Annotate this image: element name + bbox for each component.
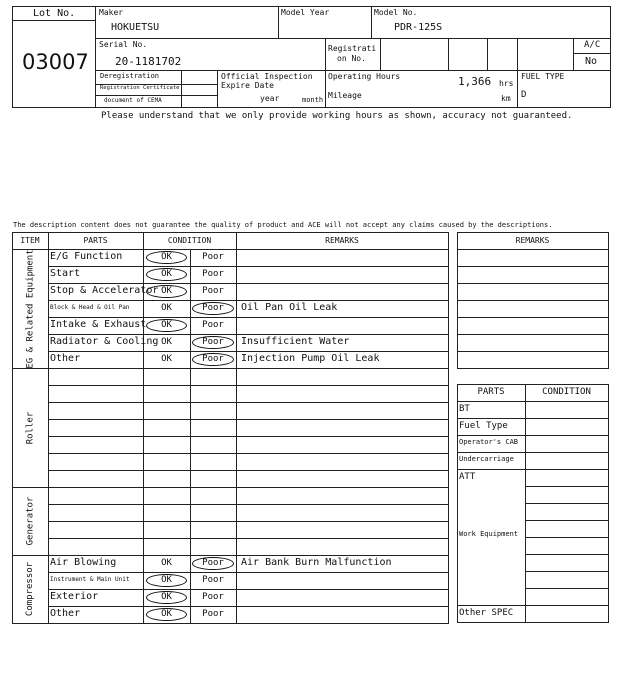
part-label: Air Blowing (50, 557, 117, 568)
poor-circle (192, 557, 234, 570)
part-label: Stop & Accelerator (50, 285, 159, 296)
poor-option: Poor (202, 286, 224, 296)
col-remarks: REMARKS (325, 236, 359, 245)
remark-text: Oil Pan Oil Leak (241, 302, 338, 313)
poor-option: Poor (202, 252, 224, 262)
section-eg: EG & Related Equipment (25, 248, 36, 369)
poor-option: Poor (202, 575, 224, 585)
model-no-label: Model No. (374, 8, 418, 17)
ac-value: No (585, 56, 598, 67)
operating-hours-label: Operating Hours (328, 72, 401, 81)
registration-label-1: Registrati (328, 44, 377, 53)
part-2: Operator's CAB (459, 438, 519, 446)
parts-header: PARTS (477, 387, 505, 397)
ok-option: OK (161, 286, 172, 296)
model-no-value: PDR-125S (394, 22, 443, 33)
serial-value: 20-1181702 (115, 55, 182, 68)
ok-option: OK (161, 337, 172, 347)
poor-option: Poor (202, 354, 224, 364)
section-compressor: Compressor (25, 561, 36, 617)
section-roller: Roller (24, 411, 35, 444)
mileage-label: Mileage (328, 91, 362, 100)
ok-option: OK (161, 575, 172, 585)
part-label: Start (50, 268, 81, 279)
disclaimer: The description content does not guarantee the quality of product and ACE will not accept any claims caused by the descriptions. (13, 221, 553, 229)
part-0: BT (459, 404, 470, 414)
deregistration-label: Deregistration (100, 72, 160, 80)
year-label: year (260, 94, 280, 103)
part-label: Intake & Exhaust (50, 319, 147, 330)
part-label: Instrument & Main Unit (50, 576, 130, 583)
remarks-header: REMARKS (515, 236, 550, 245)
serial-label: Serial No. (99, 40, 148, 49)
poor-circle (192, 336, 234, 349)
part-label: Radiator & Cooling (50, 336, 159, 347)
ok-option: OK (161, 269, 172, 279)
maker-value: HOKUETSU (111, 22, 160, 33)
model-year-label: Model Year (281, 8, 330, 17)
section-generator: Generator (24, 496, 35, 546)
part-label: Other (50, 608, 81, 619)
poor-option: Poor (202, 592, 224, 602)
ok-circle (146, 251, 187, 264)
hrs-unit: hrs (499, 79, 514, 88)
part-label: Block & Head & Oil Pan (50, 304, 130, 311)
ok-option: OK (161, 354, 172, 364)
remark-text: Insufficient Water (241, 336, 350, 347)
col-item: ITEM (20, 236, 40, 245)
inspection-label-2: Expire Date (221, 81, 274, 90)
remark-text: Injection Pump Oil Leak (241, 353, 380, 364)
ok-option: OK (161, 320, 172, 330)
ok-circle (146, 574, 187, 587)
lot-label: Lot No. (33, 8, 76, 19)
part-5: Work Equipment (459, 530, 519, 538)
month-label: month (302, 96, 324, 104)
part-1: Fuel Type (459, 421, 508, 431)
ac-label: A/C (584, 40, 601, 50)
poor-option: Poor (202, 269, 224, 279)
fuel-type-value: D (521, 90, 527, 100)
accuracy-note: Please understand that we only provide working hours as shown, accuracy not guaranteed. (101, 111, 573, 121)
ok-circle (146, 608, 187, 621)
poor-option: Poor (202, 320, 224, 330)
cema-label: document of CEMA (104, 97, 162, 104)
fuel-type-label: FUEL TYPE (521, 72, 565, 81)
registration-label-2: on No. (337, 54, 366, 63)
col-parts: PARTS (83, 236, 108, 245)
poor-circle (192, 353, 234, 366)
poor-option: Poor (202, 558, 224, 568)
inspection-label-1: Official Inspection (221, 72, 313, 81)
part-3: Undercarriage (459, 455, 514, 463)
part-4: ATT (459, 472, 476, 482)
ok-circle (146, 319, 187, 332)
ok-option: OK (161, 303, 172, 313)
remark-text: Air Bank Burn Malfunction (241, 557, 392, 568)
ok-option: OK (161, 558, 172, 568)
part-label: Exterior (50, 591, 99, 602)
poor-option: Poor (202, 337, 224, 347)
reg-certificate-label: Registration Certificate (100, 85, 180, 91)
ok-circle (146, 591, 187, 604)
maker-label: Maker (99, 8, 124, 17)
poor-circle (192, 302, 234, 315)
condition-header: CONDITION (542, 387, 591, 397)
col-condition: CONDITION (167, 236, 212, 245)
ok-option: OK (161, 609, 172, 619)
ok-option: OK (161, 592, 172, 602)
poor-option: Poor (202, 609, 224, 619)
ok-circle (146, 268, 187, 281)
part-6: Other SPEC (459, 608, 514, 618)
part-label: Other (50, 353, 81, 364)
ok-option: OK (161, 252, 172, 262)
lot-number: 03007 (22, 50, 89, 74)
part-label: E/G Function (50, 251, 123, 262)
ok-circle (146, 285, 187, 298)
poor-option: Poor (202, 303, 224, 313)
operating-hours-value: 1,366 (458, 75, 492, 88)
km-unit: km (501, 94, 511, 103)
